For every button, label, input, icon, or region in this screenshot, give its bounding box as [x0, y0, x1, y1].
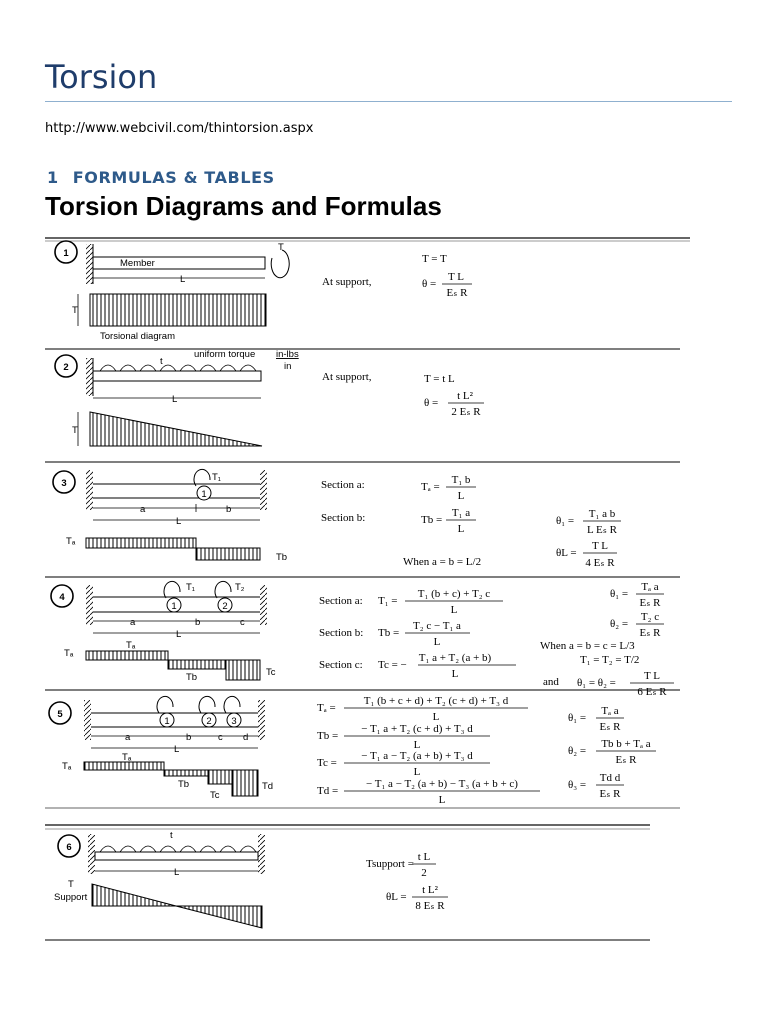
- load-node-3: 3: [231, 716, 237, 727]
- theta2-denominator: Eₛ R: [615, 754, 637, 766]
- Ta-lhs: T₁ =: [378, 595, 398, 607]
- Tb-lhs: Tb =: [378, 627, 400, 639]
- diagram-caption: Torsional diagram: [100, 331, 175, 342]
- Tb-denominator: L: [433, 636, 441, 648]
- theta12-numerator: T L: [644, 670, 660, 682]
- load-node-2: 2: [222, 601, 228, 612]
- Tc-lhs: Tc = −: [378, 659, 407, 671]
- a-label: a: [140, 504, 146, 515]
- theta2-numerator: Tb b + Tₐ a: [601, 738, 651, 750]
- theta1-numerator: T₁ a b: [588, 508, 616, 520]
- length-label: L: [176, 516, 182, 527]
- theta12-lhs: θ₁ = θ₂ =: [577, 677, 616, 689]
- theta1-numerator: Tₐ a: [601, 705, 619, 717]
- section-a-text: Section a:: [321, 479, 365, 491]
- when-condition: When a = b = c = L/3: [540, 640, 635, 652]
- case-6: [54, 830, 448, 928]
- when-condition: When a = b = L/2: [403, 556, 482, 568]
- theta-lhs: θ =: [424, 397, 439, 409]
- theta1-lhs: θ₁ =: [556, 515, 575, 527]
- Tb-numerator: T₁ a: [451, 507, 471, 519]
- theta1-lhs: θ₁ =: [610, 588, 629, 600]
- Tc-label: Tc: [266, 667, 276, 678]
- member-label: Member: [120, 258, 155, 269]
- T1-label: T₁: [212, 472, 222, 483]
- length-label: L: [180, 274, 186, 285]
- case-3: [53, 469, 621, 569]
- equation-T: T = t L: [424, 373, 455, 385]
- theta-numerator: T L: [448, 271, 464, 283]
- Tsupport-numerator: t L: [417, 851, 431, 863]
- uniform-torque-label: uniform torque: [194, 349, 256, 360]
- theta2-numerator: T₂ c: [640, 611, 660, 623]
- c-label: c: [218, 732, 223, 743]
- length-label: L: [176, 629, 182, 640]
- load-node-2: 2: [206, 716, 212, 727]
- b-label: b: [186, 732, 192, 743]
- case-number: 4: [59, 592, 65, 603]
- Tb-lhs: Tb =: [421, 514, 443, 526]
- Tb-denominator: L: [457, 523, 465, 535]
- distributed-torque-arrows: [100, 846, 256, 852]
- thetaL-denominator: 8 Eₛ R: [415, 900, 445, 912]
- thetaL-lhs: θL =: [556, 547, 577, 559]
- thetaL-numerator: t L²: [422, 884, 438, 896]
- Tsupport-denominator: 2: [421, 867, 427, 879]
- torque-diagram-positive: [86, 538, 196, 548]
- case-4: [51, 581, 674, 698]
- Ta-numerator: T₁ (b + c + d) + T₂ (c + d) + T₃ d: [363, 695, 509, 707]
- section-number: 1: [47, 168, 59, 187]
- unit-denominator: in: [284, 361, 292, 372]
- theta1-denominator: L Eₛ R: [587, 524, 617, 536]
- fixed-support: [86, 244, 93, 284]
- case-number: 1: [63, 248, 69, 259]
- Ta-denominator: L: [432, 711, 440, 723]
- at-support-text: At support,: [322, 371, 372, 383]
- Ta-label: Tₐ: [66, 536, 76, 547]
- case-number: 6: [66, 842, 72, 853]
- case-2: [55, 349, 484, 446]
- thetaL-numerator: T L: [592, 540, 608, 552]
- Ta-lhs: Tₐ =: [317, 702, 336, 714]
- Tb-lhs: Tb =: [317, 730, 339, 742]
- t-label: t: [170, 830, 173, 841]
- length-label: L: [174, 867, 180, 878]
- case-5: [49, 695, 656, 806]
- Tc-numerator: − T₁ a − T₂ (a + b) + T₃ d: [361, 750, 473, 762]
- Tc-numerator: T₁ a + T₂ (a + b): [418, 652, 492, 664]
- at-support-text: At support,: [322, 276, 372, 288]
- Tb-label: Tb: [178, 779, 190, 790]
- member-bar: [93, 371, 261, 381]
- theta12-denominator: 6 Eₛ R: [637, 686, 667, 698]
- Tb-denominator: L: [413, 739, 421, 751]
- Tc-denominator: L: [451, 668, 459, 680]
- section-c-text: Section c:: [319, 659, 363, 671]
- Ta-lhs: Tₐ =: [421, 481, 440, 493]
- applied-torque-arrow: [271, 250, 289, 278]
- support-label: Support: [54, 892, 88, 903]
- Ta-denominator: L: [457, 490, 465, 502]
- Tb-numerator: T₂ c − T₁ a: [413, 620, 461, 632]
- source-url[interactable]: http://www.webcivil.com/thintorsion.aspx: [45, 121, 314, 136]
- Td-label: Td: [262, 781, 274, 792]
- Tc-denominator: L: [413, 766, 421, 778]
- theta-lhs: θ =: [422, 278, 437, 290]
- Tc-label: Tc: [210, 790, 220, 801]
- theta-denominator: 2 Eₛ R: [451, 406, 481, 418]
- torque-diagram-negative: [176, 906, 262, 928]
- section-title: FORMULAS & TABLES: [72, 168, 275, 187]
- Ta-numerator: T₁ b: [451, 474, 471, 486]
- section-b-text: Section b:: [319, 627, 364, 639]
- theta3-numerator: Td d: [599, 772, 621, 784]
- thetaL-lhs: θL =: [386, 891, 407, 903]
- torque-label: T: [278, 242, 284, 253]
- theta1-denominator: Eₛ R: [639, 597, 661, 609]
- a-label: a: [130, 617, 136, 628]
- case-1: [55, 241, 472, 342]
- load-node-1: 1: [164, 716, 170, 727]
- load-node-1: 1: [171, 601, 177, 612]
- theta2-denominator: Eₛ R: [639, 627, 661, 639]
- document-title: Torsion: [45, 58, 158, 96]
- length-label: L: [174, 744, 180, 755]
- Tc-lhs: Tc =: [317, 757, 337, 769]
- Td-numerator: − T₁ a − T₂ (a + b) − T₃ (a + b + c): [366, 778, 518, 790]
- diagram-T-label: T: [72, 305, 78, 316]
- equal-torque-equation: T₁ = T₂ = T/2: [580, 654, 640, 666]
- b-label: b: [226, 504, 232, 515]
- Ta-numerator: T₁ (b + c) + T₂ c: [417, 588, 491, 600]
- theta1-numerator: Tₐ a: [641, 581, 659, 593]
- section-a-text: Section a:: [319, 595, 363, 607]
- Tb-label: Tb: [186, 672, 198, 683]
- theta1-denominator: Eₛ R: [599, 721, 621, 733]
- Ta-denominator: L: [450, 604, 458, 616]
- Ta-segment-label: Tₐ: [122, 752, 132, 763]
- length-label: L: [172, 394, 178, 405]
- T1-label: T₁: [186, 582, 196, 593]
- Tsupport-lhs: Tsupport =: [366, 858, 414, 870]
- case-number: 3: [61, 478, 67, 489]
- theta-denominator: Eₛ R: [446, 287, 468, 299]
- Ta-segment-label: Tₐ: [126, 640, 136, 651]
- case-number: 2: [63, 362, 69, 373]
- thetaL-denominator: 4 Eₛ R: [585, 557, 615, 569]
- Td-denominator: L: [438, 794, 446, 806]
- equation-T: T = T: [422, 253, 447, 265]
- and-text: and: [543, 676, 559, 688]
- a-label: a: [125, 732, 131, 743]
- T-label: T: [68, 879, 74, 890]
- unit-numerator: in-lbs: [276, 349, 299, 360]
- theta3-denominator: Eₛ R: [599, 788, 621, 800]
- member-bar: [93, 257, 265, 269]
- theta1-lhs: θ₁ =: [568, 712, 587, 724]
- theta-numerator: t L²: [457, 390, 473, 402]
- T2-label: T₂: [235, 582, 245, 593]
- theta2-lhs: θ₂ =: [568, 745, 587, 757]
- diagram-T-label: T: [72, 425, 78, 436]
- torque-diagram-negative: [196, 548, 260, 560]
- load-node-label: 1: [201, 489, 207, 500]
- Tb-label: Tb: [276, 552, 288, 563]
- page-subtitle: Torsion Diagrams and Formulas: [45, 191, 442, 221]
- section-b-text: Section b:: [321, 512, 366, 524]
- distributed-torque-arrows: [100, 365, 256, 371]
- t-label: t: [160, 356, 163, 367]
- torsional-diagram: [90, 412, 262, 446]
- d-label: d: [243, 732, 249, 743]
- theta3-lhs: θ₃ =: [568, 779, 587, 791]
- row-separators: [45, 238, 690, 940]
- Tb-numerator: − T₁ a + T₂ (c + d) + T₃ d: [361, 723, 473, 735]
- Ta-label: Tₐ: [62, 761, 72, 772]
- torque-diagram-positive: [92, 884, 176, 906]
- case-number: 5: [57, 709, 63, 720]
- b-label: b: [195, 617, 201, 628]
- theta2-lhs: θ₂ =: [610, 618, 629, 630]
- c-label: c: [240, 617, 245, 628]
- Ta-label: Tₐ: [64, 648, 74, 659]
- torsional-diagram: [90, 294, 266, 326]
- Td-lhs: Td =: [317, 785, 339, 797]
